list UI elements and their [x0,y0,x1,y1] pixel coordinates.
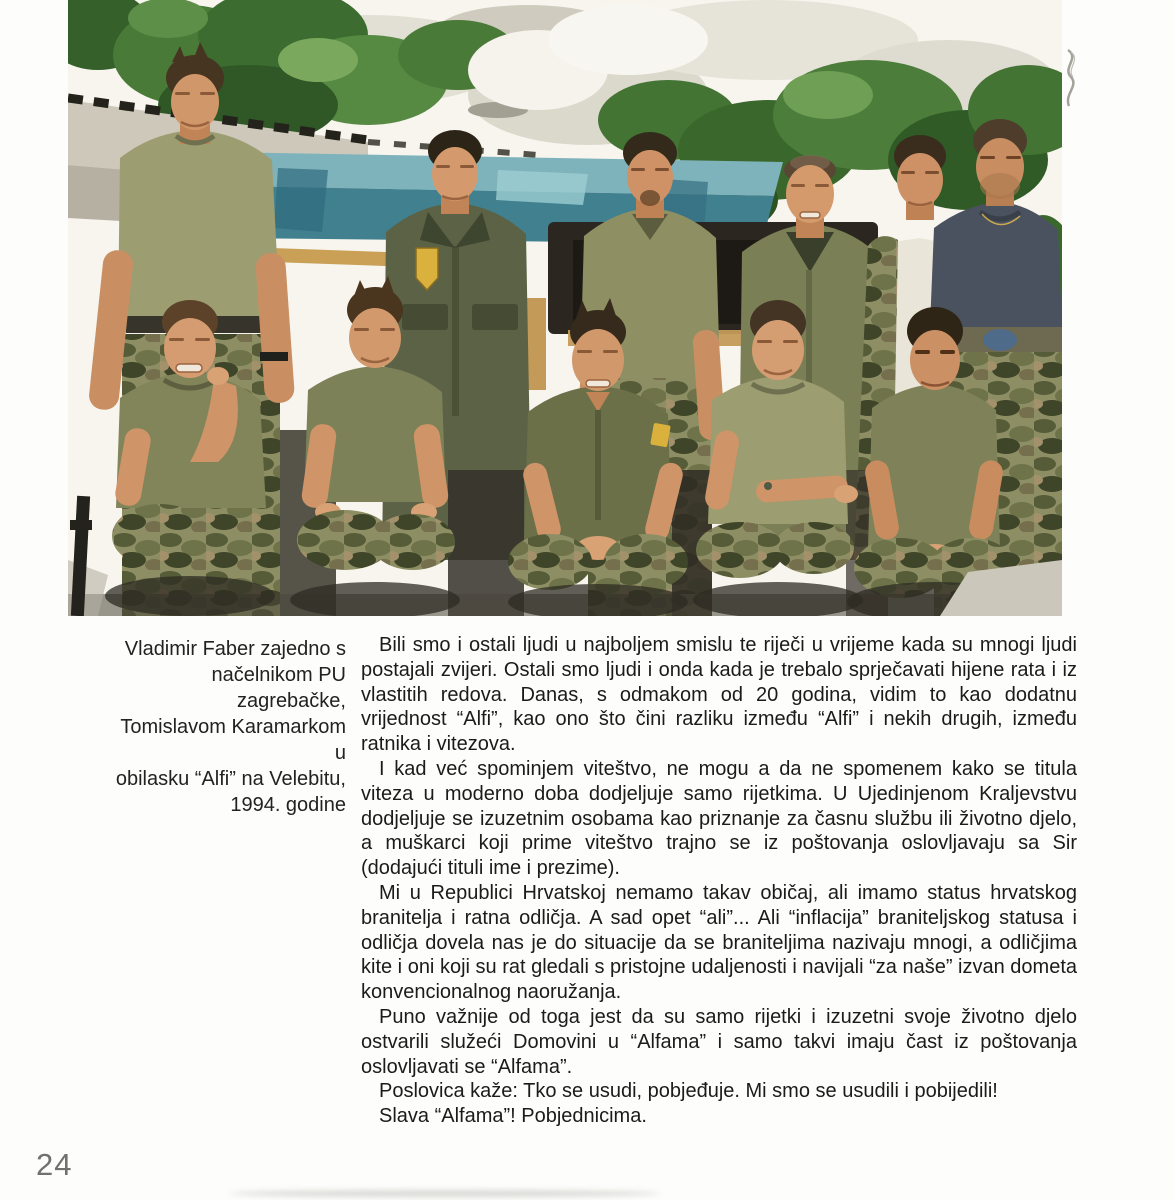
paragraph: Poslovica kaže: Tko se usudi, pobjeđuje. Mi smo se usudili i pobijedili! [379,1080,998,1103]
paragraph: Mi u Republici Hrvatskoj nemamo takav običaj, ali imamo status hrvatskog branitelja i ratna odličja. A sad opet “ali”... Ali “inflacija” braniteljskog statusa i odličja dovela nas je do situacije da se braniteljima nazivaju mnogi, a odličjima kite i oni koji su rat gledali s pristojne udaljenosti i navijali “za naše” izvan dometa konvencionalnog naoružanja. [361,881,1077,1004]
article-text [361,633,1077,1129]
caption-line: 1994. godine [230,794,346,816]
photo-caption [108,636,346,818]
page-number: 24 [36,1147,73,1182]
paragraph: Bili smo i ostali ljudi u najboljem smislu te riječi u vrijeme kada su mnogi ljudi postajali zvijeri. Ostali smo ljudi i onda kada je trebalo sprječavati hijene rata i iz vlastitih redova. Danas, s odmakom od 20 godina, vidim to kao dodatnu vrijednost “Alfi”, kao ono što čini razliku između “Alfi” i nekih drugih, između ratnika i vitezova. [361,634,1077,756]
caption-line: Vladimir Faber zajedno s [124,638,346,660]
group-photo [68,0,1062,616]
caption-line: Tomislavom Karamarkom u [120,716,346,764]
paragraph: Puno važnije od toga jest da su samo rijetki i izuzetni svoje životno djelo ostvarili služeći Domovini u “Alfama” i samo takvi imaju čast iz poštovanja oslovljavati se “Alfama”. [361,1005,1077,1078]
paragraph: Slava “Alfama”! Pobjednicima. [379,1105,647,1128]
scan-smudge [230,1190,660,1197]
caption-line: obilasku “Alfi” na Velebitu, [115,768,346,790]
paragraph: I kad već spominjem viteštvo, ne mogu a da ne spomenem kako se titula viteza u moderno doba dodjeljuje samo rijetkima. U Ujedinjenom Kraljevstvu dodjeljuje se izuzetnim osobama kao priznanje za časnu službu ili životno djelo, a muškarci koji prime viteštvo trajno se iz poštovanja oslovljavaju sa Sir (dodajući tituli ime i prezime). [361,757,1077,880]
caption-line: načelnikom PU zagrebačke, [211,664,346,712]
scan-artifact-hair [1056,46,1086,116]
